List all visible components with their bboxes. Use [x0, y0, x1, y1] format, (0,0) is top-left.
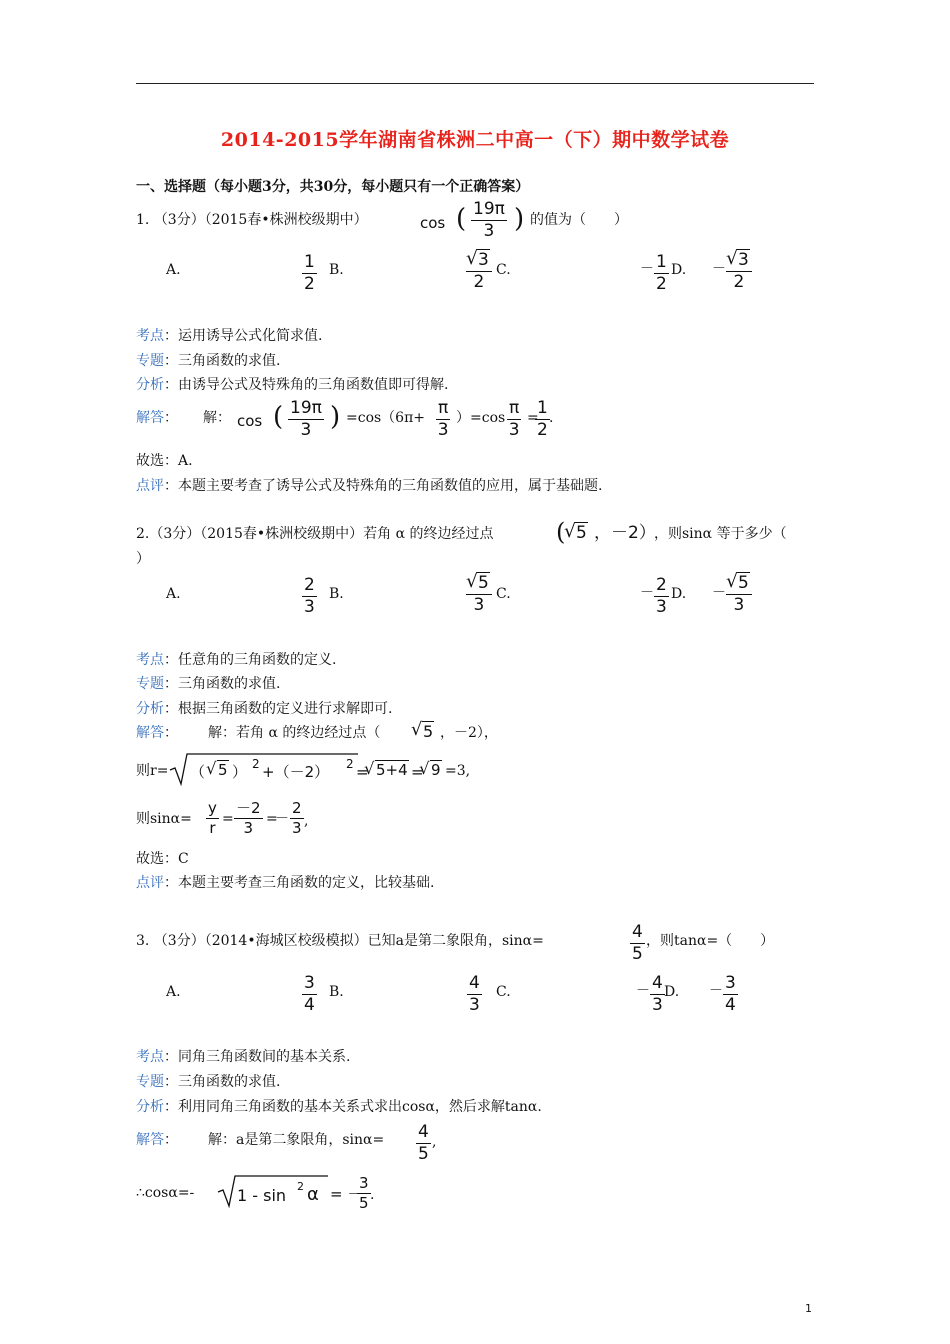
q1-sol-pi-frac: $\frac{\pi}{3}$	[437, 398, 449, 440]
q3-option-b-label: B.	[329, 984, 344, 1000]
q2-stem-suffix: ，则sinα 等于多少（	[654, 526, 787, 542]
q3-jie-fraction: $\frac{4}{5}$	[418, 1122, 429, 1164]
q2-r-eq2: =	[411, 763, 424, 781]
q2-r-end: =3,	[445, 763, 471, 779]
q2-jie-sqrt: √ 5	[413, 724, 434, 740]
q3-zhuanti: 专题：三角函数的求值.	[136, 1074, 281, 1090]
q2-option-d-value: √ $\frac{5}{3}$	[726, 575, 752, 614]
q1-option-d-label: D.	[671, 262, 687, 278]
section-heading: 一、选择题（每小题3分，共30分，每小题只有一个正确答案）	[136, 179, 530, 195]
q1-sol-rparen: )	[330, 402, 341, 432]
q1-option-d-minus: －	[712, 261, 726, 277]
q2-r-prefix: 则r=	[136, 763, 169, 779]
q1-cos: cos	[420, 214, 446, 232]
document-title: 2014-2015学年湖南省株洲二中高一（下）期中数学试卷	[220, 129, 730, 151]
q3-stem-fraction: $\frac{4}{5}$	[632, 922, 643, 964]
q2-stem: 2.（3分）（2015春•株洲校级期中）若角 α 的终边经过点	[136, 526, 494, 542]
q2-r-sqrt9: √ 9	[421, 763, 442, 778]
q2-sin-eq1: =	[222, 811, 234, 827]
q2-sin-result: $\frac{2}{3}$	[292, 799, 302, 837]
q1-fraction: $\frac{19\pi}{3}$	[473, 199, 505, 241]
q3-cos-dot: .	[370, 1187, 375, 1203]
page-number: 1	[805, 1302, 812, 1315]
q1-option-a-label: A.	[166, 262, 181, 278]
q2-r-inner-a: （	[190, 763, 206, 781]
q3-stem: 3. （3分）（2014•海城区校级模拟）已知a是第二象限角，sinα=	[136, 933, 544, 949]
q1-jie: 解：	[203, 410, 231, 426]
q3-cos-result: $\frac{3}{5}$	[359, 1174, 369, 1212]
q2-r-inner-sqrt: √ 5	[208, 763, 229, 778]
q2-r-inner-b: ）	[232, 763, 248, 781]
q1-option-c-minus: －	[640, 261, 654, 277]
q1-sol-fraction: $\frac{19\pi}{3}$	[290, 398, 322, 440]
q1-dianping: 点评：本题主要考查了诱导公式及特殊角的三角函数值的应用，属于基础题.	[136, 478, 603, 494]
q1-fenxi: 分析：由诱导公式及特殊角的三角函数值即可得解.	[136, 377, 449, 393]
q1-sol-lparen: (	[273, 402, 284, 432]
q3-sqrt-text: 1 - sin	[237, 1186, 287, 1205]
q2-option-d-minus: －	[712, 585, 726, 601]
q2-guxuan: 故选：C	[136, 851, 189, 867]
q3-fenxi: 分析：利用同角三角函数的基本关系式求出cosα，然后求解tanα.	[136, 1099, 542, 1115]
q1-option-c-value: $\frac{1}{2}$	[656, 252, 667, 294]
q2-sin-minus: －	[275, 811, 289, 827]
q3-stem-suffix: ，则tanα=（ ）	[646, 933, 775, 949]
q3-sqrt-sup: 2	[297, 1180, 304, 1193]
q2-r-plus: +（－2）	[262, 763, 330, 781]
q2-option-a-value: $\frac{2}{3}$	[304, 575, 315, 617]
q1-sol-dot: .	[549, 410, 554, 426]
q2-kaodian: 考点：任意角的三角函数的定义.	[136, 652, 337, 668]
q2-sin-eq2: =	[266, 811, 278, 827]
q2-close-paren: ）	[136, 551, 150, 567]
q3-jieda: 解答： 解：a是第二象限角，sinα=	[136, 1132, 385, 1148]
q2-r-eq1: =	[356, 763, 369, 781]
q2-sin-comma: ,	[304, 813, 309, 829]
q1-sol-eq: =	[527, 410, 539, 426]
q2-point-rest: ，－2）	[594, 523, 656, 543]
q1-option-a-value: $\frac{1}{2}$	[304, 252, 315, 294]
q3-option-c-value: $\frac{4}{3}$	[652, 973, 663, 1015]
q1-sol-cos: cos	[237, 412, 263, 430]
q1-option-b-value: √ $\frac{3}{2}$	[466, 252, 492, 291]
q3-kaodian: 考点：同角三角函数间的基本关系.	[136, 1049, 351, 1065]
q2-zhuanti: 专题：三角函数的求值.	[136, 676, 281, 692]
q2-sin-prefix: 则sinα=	[136, 811, 192, 827]
q1-sol-mid2: ）=cos	[456, 410, 506, 426]
q1-zhuanti: 专题：三角函数的求值.	[136, 353, 281, 369]
q1-lparen: (	[456, 204, 467, 234]
q2-jie-rest: ，－2），	[440, 725, 498, 741]
q3-option-d-label: D.	[664, 984, 680, 1000]
q2-option-c-label: C.	[496, 586, 511, 602]
q2-jieda: 解答： 解：若角 α 的终边经过点（	[136, 725, 381, 741]
q1-guxuan: 故选：A.	[136, 453, 193, 469]
q2-r-sq1: 2	[252, 757, 260, 771]
q2-r-sq2: 2	[346, 757, 354, 771]
q2-option-c-minus: －	[640, 585, 654, 601]
q3-sqrt-alpha: α	[307, 1184, 319, 1205]
q1-sol-pi-frac2: $\frac{\pi}{3}$	[508, 398, 520, 440]
q1-stem-suffix: 的值为（ ）	[530, 212, 628, 228]
q2-fenxi: 分析：根据三角函数的定义进行求解即可.	[136, 701, 393, 717]
q3-option-d-value: $\frac{3}{4}$	[725, 973, 736, 1015]
q1-option-d-value: √ $\frac{3}{2}$	[726, 252, 752, 291]
q2-option-a-label: A.	[166, 586, 181, 602]
q2-point-lparen: (	[556, 518, 566, 546]
header-rule	[136, 83, 814, 84]
q3-cos-prefix: ∴cosα=-	[136, 1185, 195, 1201]
q2-dianping: 点评：本题主要考查三角函数的定义，比较基础.	[136, 875, 435, 891]
q1-jieda-label: 解答：	[136, 410, 178, 426]
q3-option-d-minus: －	[709, 983, 723, 999]
q3-option-c-label: C.	[496, 984, 511, 1000]
q2-option-c-value: $\frac{2}{3}$	[656, 575, 667, 617]
q3-cos-eq: = －	[330, 1185, 363, 1203]
q3-option-a-value: $\frac{3}{4}$	[304, 973, 315, 1015]
q2-r-sqrt54: √ 5+4	[366, 763, 409, 778]
q2-neg2-over3: $\frac{-2}{3}$	[236, 799, 261, 837]
q1-sol-mid: =cos（6π+	[346, 410, 426, 426]
q2-y-over-r: $\frac{y}{r}$	[208, 799, 217, 837]
q1-rparen: )	[514, 204, 525, 234]
q1-option-b-label: B.	[329, 262, 344, 278]
q1-stem: 1. （3分）（2015春•株洲校级期中）	[136, 212, 368, 228]
q2-option-d-label: D.	[671, 586, 687, 602]
q1-kaodian: 考点：运用诱导公式化简求值.	[136, 328, 323, 344]
q3-option-b-value: $\frac{4}{3}$	[469, 973, 480, 1015]
q2-point-sqrt: √ 5	[566, 525, 588, 542]
q2-option-b-value: √ $\frac{5}{3}$	[466, 575, 492, 614]
q1-option-c-label: C.	[496, 262, 511, 278]
q2-option-b-label: B.	[329, 586, 344, 602]
q3-option-a-label: A.	[166, 984, 181, 1000]
q3-jie-comma: ,	[432, 1134, 437, 1150]
q1-sol-result: $\frac{1}{2}$	[537, 398, 548, 440]
q3-option-c-minus: －	[636, 983, 650, 999]
